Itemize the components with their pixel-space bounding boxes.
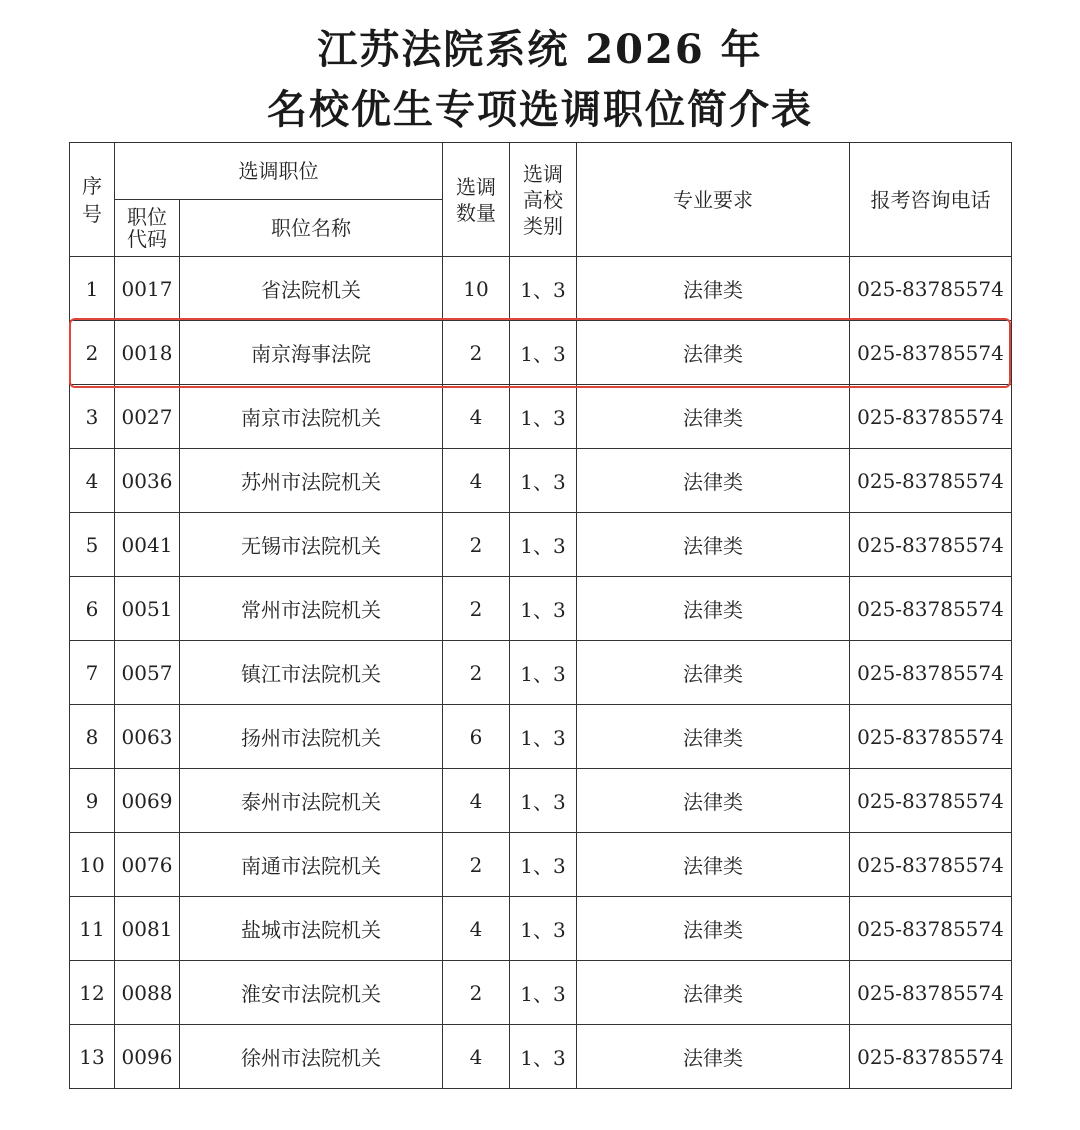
- cell-code: 0069: [115, 769, 180, 833]
- table-row: [70, 577, 1012, 641]
- cell-name: 常州市法院机关: [180, 577, 443, 641]
- cell-major: 法律类: [577, 897, 850, 961]
- cell-code: 0041: [115, 513, 180, 577]
- cell-code: 0017: [115, 257, 180, 321]
- cell-count: 2: [443, 513, 510, 577]
- cell-count: 4: [443, 769, 510, 833]
- cell-count: 4: [443, 385, 510, 449]
- table-row: [70, 257, 1012, 321]
- cell-major: 法律类: [577, 769, 850, 833]
- cell-code: 0057: [115, 641, 180, 705]
- page-title-line-2: 名校优生专项选调职位简介表: [267, 86, 813, 133]
- cell-name: 徐州市法院机关: [180, 1025, 443, 1089]
- header-count: 选调数量: [443, 143, 510, 257]
- cell-phone: 025-83785574: [850, 833, 1012, 897]
- positions-table: [69, 142, 1012, 1089]
- cell-school-type: 1、3: [510, 769, 577, 833]
- cell-school-type: 1、3: [510, 513, 577, 577]
- cell-phone: 025-83785574: [850, 705, 1012, 769]
- cell-count: 4: [443, 449, 510, 513]
- cell-seq: 4: [70, 449, 115, 513]
- cell-major: 法律类: [577, 385, 850, 449]
- cell-major: 法律类: [577, 321, 850, 385]
- cell-phone: 025-83785574: [850, 385, 1012, 449]
- table-row: [70, 385, 1012, 449]
- cell-name: 南京海事法院: [180, 321, 443, 385]
- cell-phone: 025-83785574: [850, 961, 1012, 1025]
- table-row: [70, 769, 1012, 833]
- cell-seq: 12: [70, 961, 115, 1025]
- cell-name: 泰州市法院机关: [180, 769, 443, 833]
- cell-name: 扬州市法院机关: [180, 705, 443, 769]
- cell-count: 2: [443, 321, 510, 385]
- cell-major: 法律类: [577, 705, 850, 769]
- cell-school-type: 1、3: [510, 641, 577, 705]
- cell-name: 镇江市法院机关: [180, 641, 443, 705]
- cell-code: 0088: [115, 961, 180, 1025]
- table-row: [70, 449, 1012, 513]
- cell-seq: 5: [70, 513, 115, 577]
- cell-code: 0051: [115, 577, 180, 641]
- cell-seq: 2: [70, 321, 115, 385]
- cell-code: 0018: [115, 321, 180, 385]
- header-position-group: 选调职位: [115, 143, 443, 200]
- cell-phone: 025-83785574: [850, 1025, 1012, 1089]
- cell-school-type: 1、3: [510, 321, 577, 385]
- cell-code: 0076: [115, 833, 180, 897]
- cell-school-type: 1、3: [510, 897, 577, 961]
- cell-name: 淮安市法院机关: [180, 961, 443, 1025]
- table-row: [70, 321, 1012, 385]
- header-code: 职位代码: [115, 200, 180, 257]
- header-seq: 序号: [70, 143, 115, 257]
- table-row: [70, 513, 1012, 577]
- cell-school-type: 1、3: [510, 449, 577, 513]
- header-name: 职位名称: [180, 200, 443, 257]
- cell-phone: 025-83785574: [850, 257, 1012, 321]
- cell-seq: 6: [70, 577, 115, 641]
- cell-phone: 025-83785574: [850, 897, 1012, 961]
- cell-seq: 9: [70, 769, 115, 833]
- header-major: 专业要求: [577, 143, 850, 257]
- cell-count: 6: [443, 705, 510, 769]
- cell-phone: 025-83785574: [850, 321, 1012, 385]
- cell-seq: 13: [70, 1025, 115, 1089]
- cell-seq: 1: [70, 257, 115, 321]
- cell-major: 法律类: [577, 961, 850, 1025]
- cell-phone: 025-83785574: [850, 577, 1012, 641]
- table-row: [70, 641, 1012, 705]
- cell-major: 法律类: [577, 1025, 850, 1089]
- cell-name: 南通市法院机关: [180, 833, 443, 897]
- cell-code: 0063: [115, 705, 180, 769]
- cell-major: 法律类: [577, 833, 850, 897]
- header-school-type: 选调高校类别: [510, 143, 577, 257]
- cell-name: 盐城市法院机关: [180, 897, 443, 961]
- cell-code: 0081: [115, 897, 180, 961]
- page-title-line-1: 江苏法院系统 2026 年: [317, 26, 763, 73]
- table-row: [70, 833, 1012, 897]
- cell-major: 法律类: [577, 577, 850, 641]
- cell-code: 0096: [115, 1025, 180, 1089]
- cell-school-type: 1、3: [510, 833, 577, 897]
- cell-code: 0027: [115, 385, 180, 449]
- cell-phone: 025-83785574: [850, 641, 1012, 705]
- cell-school-type: 1、3: [510, 577, 577, 641]
- cell-seq: 8: [70, 705, 115, 769]
- cell-seq: 3: [70, 385, 115, 449]
- cell-count: 2: [443, 577, 510, 641]
- cell-school-type: 1、3: [510, 705, 577, 769]
- cell-name: 省法院机关: [180, 257, 443, 321]
- table-row: [70, 897, 1012, 961]
- cell-phone: 025-83785574: [850, 769, 1012, 833]
- cell-major: 法律类: [577, 449, 850, 513]
- cell-school-type: 1、3: [510, 961, 577, 1025]
- cell-name: 无锡市法院机关: [180, 513, 443, 577]
- cell-school-type: 1、3: [510, 257, 577, 321]
- cell-count: 4: [443, 897, 510, 961]
- cell-phone: 025-83785574: [850, 513, 1012, 577]
- cell-name: 苏州市法院机关: [180, 449, 443, 513]
- cell-major: 法律类: [577, 257, 850, 321]
- cell-count: 2: [443, 641, 510, 705]
- cell-code: 0036: [115, 449, 180, 513]
- cell-seq: 7: [70, 641, 115, 705]
- cell-school-type: 1、3: [510, 385, 577, 449]
- cell-count: 10: [443, 257, 510, 321]
- cell-count: 4: [443, 1025, 510, 1089]
- cell-count: 2: [443, 961, 510, 1025]
- cell-seq: 11: [70, 897, 115, 961]
- cell-major: 法律类: [577, 641, 850, 705]
- cell-count: 2: [443, 833, 510, 897]
- cell-major: 法律类: [577, 513, 850, 577]
- cell-name: 南京市法院机关: [180, 385, 443, 449]
- table-row: [70, 705, 1012, 769]
- header-phone: 报考咨询电话: [850, 143, 1012, 257]
- table-row: [70, 961, 1012, 1025]
- table-row: [70, 1025, 1012, 1089]
- cell-phone: 025-83785574: [850, 449, 1012, 513]
- cell-school-type: 1、3: [510, 1025, 577, 1089]
- cell-seq: 10: [70, 833, 115, 897]
